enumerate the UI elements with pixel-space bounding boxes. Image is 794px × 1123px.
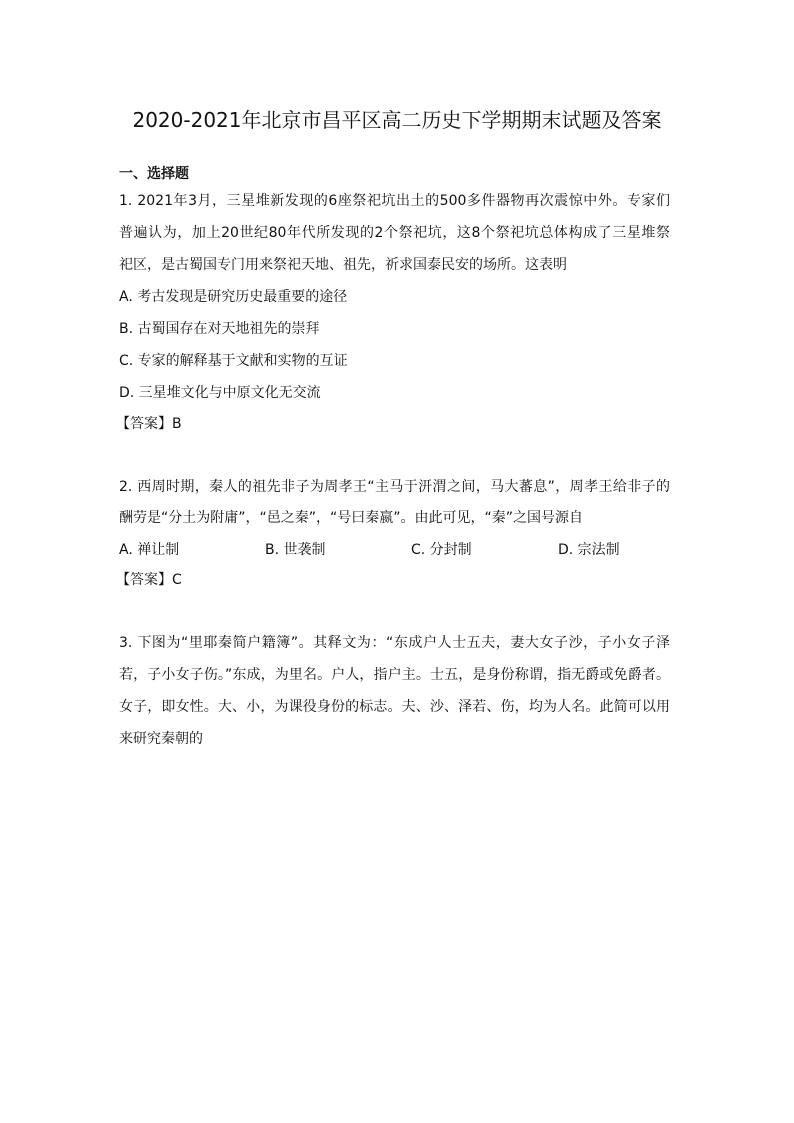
option-d: D. 宗法制 xyxy=(558,542,620,558)
question-text: 若，子小女子伤。”东成，为里名。户人，指户主。士五，是身份称谓，指无爵或免爵者。 xyxy=(119,667,670,683)
question-text: 祀区，是古蜀国专门用来祭祀天地、祖先，祈求国泰民安的场所。这表明 xyxy=(119,257,567,273)
question-text: 酬劳是“分土为附庸”，“邑之秦”，“号曰秦嬴”。由此可见，“秦”之国号源自 xyxy=(119,510,584,526)
section-heading: 一、选择题 xyxy=(119,166,189,182)
question-text: 普遍认为，加上20世纪80年代所发现的2个祭祀坑，这8个祭祀坑总体构成了三星堆祭 xyxy=(119,225,670,241)
question-text: 1. 2021年3月，三星堆新发现的6座祭祀坑出土的500多件器物再次震惊中外。专家们 xyxy=(119,193,670,209)
answer: 【答案】B xyxy=(116,416,182,432)
question-text: 3. 下图为“里耶秦简户籍簿”。其释文为：“东成户人士五夫，妻大女子沙，子小女子泽 xyxy=(119,635,670,651)
option-d: D. 三星堆文化与中原文化无交流 xyxy=(119,385,321,401)
question-text: 女子，即女性。大、小，为课役身份的标志。夫、沙、泽若、伤，均为人名。此简可以用 xyxy=(119,699,670,715)
option-a: A. 考古发现是研究历史最重要的途径 xyxy=(119,289,348,305)
option-b: B. 世袭制 xyxy=(265,542,326,558)
question-text: 来研究秦朝的 xyxy=(119,731,203,747)
question-text: 2. 西周时期，秦人的祖先非子为周孝王“主马于汧渭之间，马大蕃息”，周孝王给非子的 xyxy=(119,479,670,495)
option-c: C. 专家的解释基于文献和实物的互证 xyxy=(119,353,348,369)
option-c: C. 分封制 xyxy=(411,542,472,558)
document-title: 2020-2021年北京市昌平区高二历史下学期期末试题及答案 xyxy=(132,108,662,132)
answer: 【答案】C xyxy=(116,572,182,588)
option-b: B. 古蜀国存在对天地祖先的崇拜 xyxy=(119,321,320,337)
option-a: A. 禅让制 xyxy=(119,542,180,558)
